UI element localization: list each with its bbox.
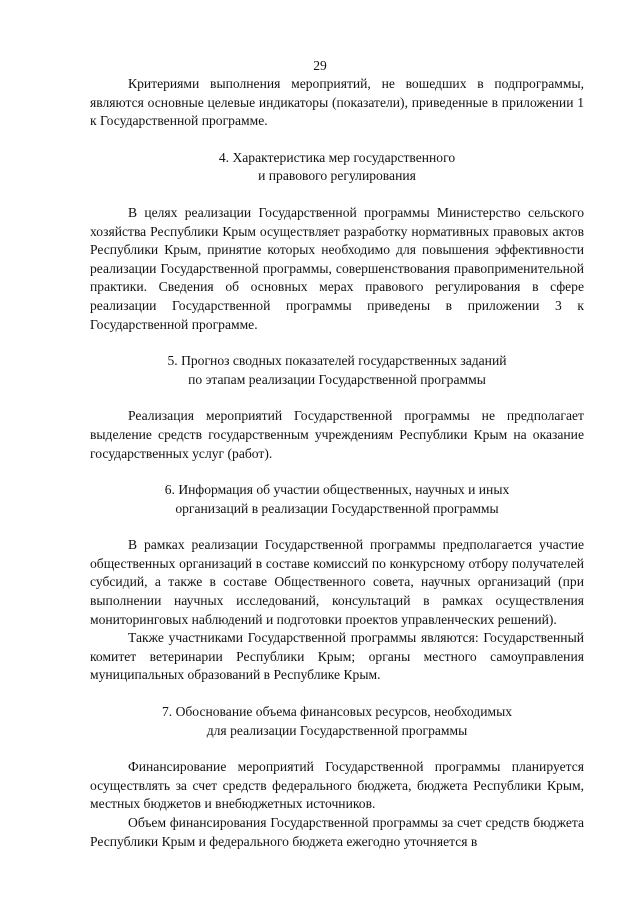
section-7-paragraph-1: Финансирование мероприятий Государственной программы планируется осуществлять за счет средств федерального бюджета, бюджета Республики Крым, местных бюджетов и внебюджетных источников. bbox=[90, 759, 584, 812]
heading-line: 5. Прогноз сводных показателей государственных заданий bbox=[167, 353, 507, 369]
section-5-heading bbox=[90, 352, 584, 389]
spacer bbox=[90, 186, 584, 204]
spacer bbox=[90, 334, 584, 352]
heading-line: 7. Обоснование объема финансовых ресурсов, необходимых bbox=[161, 704, 513, 720]
heading-line: 6. Информация об участии общественных, научных и иных bbox=[164, 482, 510, 498]
spacer bbox=[90, 518, 584, 536]
spacer bbox=[90, 131, 584, 149]
page-number: 29 bbox=[313, 58, 327, 73]
section-4-paragraph: В целях реализации Государственной программы Министерство сельского хозяйства Республики Крым осуществляет разработку нормативных правовых актов Республики Крым, принятие которых необходимо для повышения эффективности реализации Государственной программы, совершенствования правоприменительной практики. Сведения об основных мерах правового регулирования в сфере реализации Государственной программы приведены в приложении 3 к Государственной программе. bbox=[90, 204, 584, 332]
section-5-paragraph: Реализация мероприятий Государственной программы не предполагает выделение средств государственным учреждениям Республики Крым на оказание государственных услуг (работ). bbox=[90, 408, 584, 461]
section-7-heading bbox=[90, 703, 584, 740]
heading-line: 4. Характеристика мер государственного bbox=[218, 149, 456, 165]
heading-line: и правового регулирования bbox=[258, 168, 416, 184]
spacer bbox=[90, 389, 584, 407]
section-7-paragraph-2: Объем финансирования Государственной программы за счет средств бюджета Республики Крым и федерального бюджета ежегодно уточняется в bbox=[90, 815, 584, 849]
spacer bbox=[90, 740, 584, 758]
spacer bbox=[90, 463, 584, 481]
heading-line: для реализации Государственной программы bbox=[206, 722, 468, 738]
section-4-heading bbox=[90, 149, 584, 186]
heading-line: по этапам реализации Государственной программы bbox=[188, 371, 486, 387]
intro-paragraph: Критериями выполнения мероприятий, не вошедших в подпрограммы, являются основные целевые индикаторы (показатели), приведенные в приложении 1 к Государственной программе. bbox=[90, 76, 584, 129]
spacer bbox=[90, 685, 584, 703]
heading-line: организаций в реализации Государственной программы bbox=[175, 500, 499, 516]
section-6-heading bbox=[90, 481, 584, 518]
section-6-paragraph-1: В рамках реализации Государственной программы предполагается участие общественных организаций в составе комиссий по конкурсному отбору получателей субсидий, а также в составе Общественного совета, научных организаций (при выполнении научных исследований, консультаций в рамках осуществления мониторинговых наблюдений и подготовки проектов управленческих решений). bbox=[90, 537, 584, 627]
document-body bbox=[90, 75, 584, 851]
section-6-paragraph-2: Также участниками Государственной программы являются: Государственный комитет ветеринарии Республики Крым; органы местного самоуправления муниципальных образований в Республике Крым. bbox=[90, 630, 584, 683]
